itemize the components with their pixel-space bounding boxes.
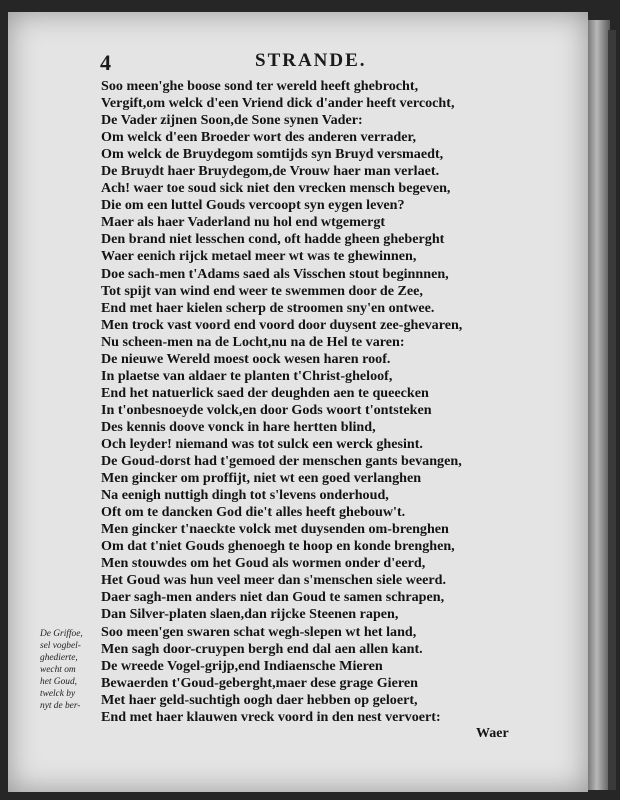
poem-text [101, 78, 571, 726]
verse-line: Tot spijt van wind end weer te swemmen door de Zee, [101, 282, 423, 299]
margin-note [40, 628, 102, 712]
verse-line: Des kennis doove vonck in hare hertten blind, [101, 418, 376, 435]
verse-line: Om welck d'een Broeder wort des anderen verrader, [101, 129, 416, 146]
verse-line: Men gincker t'naeckte volck met duysenden om-brenghen [101, 521, 449, 538]
verse-line: Maer als haer Vaderland nu hol end wtgemergt [101, 214, 386, 231]
verse-line: End met haer klauwen vreck voord in den nest vervoert: [101, 708, 441, 725]
verse-line: Men stouwdes om het Goud als wormen onder d'eerd, [101, 555, 426, 572]
verse-line: Nu scheen-men na de Locht,nu na de Hel te varen: [101, 333, 405, 350]
verse-line: In plaetse van aldaer te planten t'Christ-gheloof, [101, 367, 393, 384]
verse-line: Daer sagh-men anders niet dan Goud te samen schrapen, [101, 589, 445, 606]
verse-line: Men gincker om proffijt, niet wt een goed verlanghen [101, 470, 422, 487]
running-head: STRANDE. [255, 50, 367, 71]
verse-line: End met haer kielen scherp de stroomen sny'en ontwee. [101, 299, 435, 316]
verse-line: De Goud-dorst had t'gemoed der menschen gants bevangen, [101, 453, 462, 470]
verse-line: End het natuerlick saed der deughden aen te queecken [101, 384, 429, 401]
verse-line: De Vader zijnen Soon,de Sone synen Vader: [101, 112, 363, 129]
verse-line: Ach! waer toe soud sick niet den vrecken mensch begeven, [101, 180, 451, 197]
margin-note-line: twelck by [40, 689, 76, 699]
page-header [100, 50, 570, 80]
verse-line: Men sagh door-cruypen bergh end dal aen allen kant. [101, 640, 423, 657]
verse-line: Dan Silver-platen slaen,dan rijcke Steenen rapen, [101, 606, 399, 623]
margin-note-line: nyt de ber- [40, 701, 81, 711]
verse-line: Den brand niet lesschen cond, oft hadde gheen gheberght [101, 231, 445, 248]
margin-note-line: wecht om [40, 665, 76, 675]
verse-line: Soo meen'ghe boose sond ter wereld heeft ghebrocht, [101, 78, 419, 94]
verse-line: Och leyder! niemand was tot sulck een werck ghesint. [101, 435, 423, 452]
verse-line: Waer eenich rijck metael meer wt was te ghewinnen, [101, 248, 417, 265]
verse-line: In t'onbesnoeyde volck,en door Gods woort t'ontsteken [101, 401, 432, 418]
margin-note-line: De Griffoe, [40, 629, 83, 639]
verse-line: De nieuwe Wereld moest oock wesen haren roof. [101, 350, 391, 367]
margin-note-line: ghedierte, [40, 653, 78, 663]
verse-line: Doe sach-men t'Adams saed als Visschen stout beginnnen, [101, 265, 449, 282]
margin-note-line: sel vogbel- [40, 641, 81, 651]
verse-line: Die om een luttel Gouds vercoopt syn eygen leven? [101, 197, 405, 214]
verse-line: Oft om te dancken God die't alles heeft ghebouw't. [101, 504, 406, 521]
book-binding-edge [608, 30, 616, 790]
verse-line: Soo meen'gen swaren schat wegh-slepen wt het land, [101, 623, 417, 640]
verse-line: Het Goud was hun veel meer dan s'menschen siele weerd. [101, 572, 447, 589]
verse-line: Men trock vast voord end voord door duysent zee-ghevaren, [101, 316, 463, 333]
verse-line: Na eenigh nuttigh dingh tot s'levens onderhoud, [101, 487, 389, 504]
verse-line: Om dat t'niet Gouds ghenoegh te hoop en konde brenghen, [101, 538, 455, 555]
verse-line: Om welck de Bruydegom somtijds syn Bruyd versmaedt, [101, 146, 444, 163]
verse-line: Bewaerden t'Goud-geberght,maer dese grage Gieren [101, 674, 418, 691]
catchword: Waer [476, 726, 509, 741]
book-binding [588, 20, 610, 790]
verse-line: Met haer geld-suchtigh oogh daer hebben op geloert, [101, 691, 418, 708]
margin-note-line: het Goud, [40, 677, 77, 687]
verse-line: De Bruydt haer Bruydegom,de Vrouw haer man verlaet. [101, 163, 440, 180]
verse-line: Vergift,om welck d'een Vriend dick d'ander heeft vercocht, [101, 95, 455, 112]
page-number: 4 [100, 50, 111, 75]
verse-line: De wreede Vogel-grijp,end Indiaensche Mieren [101, 657, 383, 674]
